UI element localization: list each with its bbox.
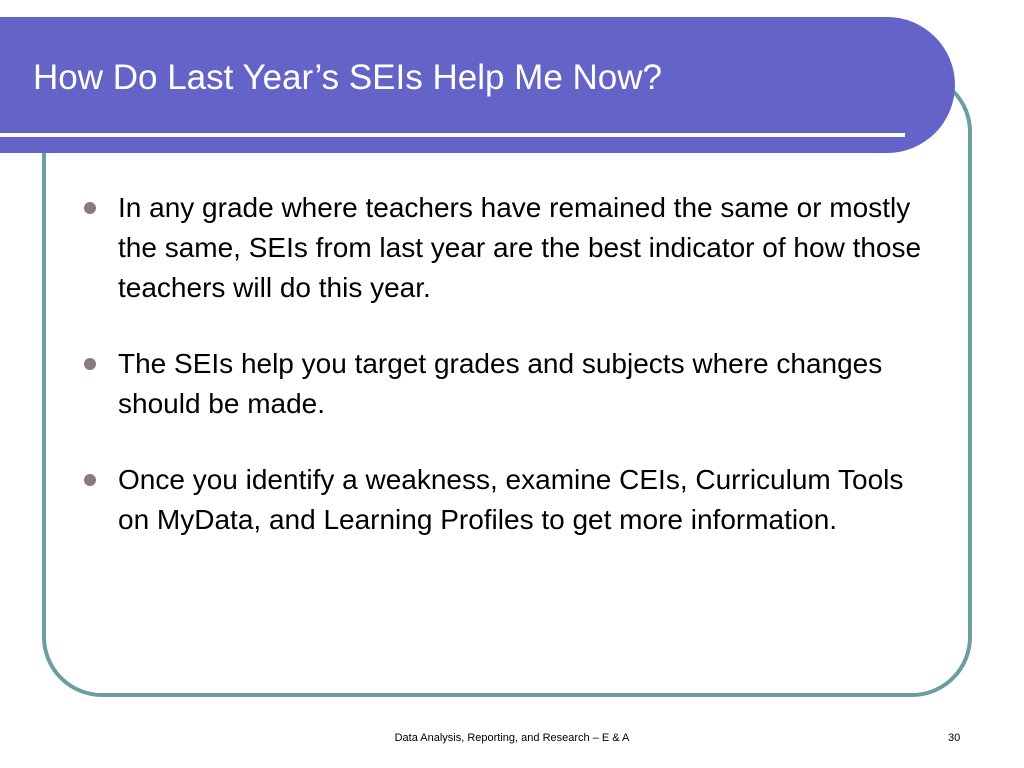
page-number: 30 xyxy=(948,732,961,744)
bullet-dot-icon xyxy=(84,474,96,486)
bullet-text: In any grade where teachers have remained the same or mostly the same, SEIs from last year are the best indicator of how those teachers will do this year. xyxy=(118,192,922,303)
bullet-dot-icon xyxy=(84,202,96,214)
bullet-text: Once you identify a weakness, examine CEIs, Curriculum Tools on MyData, and Learning Profiles to get more information. xyxy=(118,464,904,535)
bullet-item xyxy=(84,460,924,540)
bullet-list xyxy=(84,188,924,576)
bullet-item xyxy=(84,344,924,424)
footer-text: Data Analysis, Reporting, and Research – E & A xyxy=(394,732,630,744)
bullet-dot-icon xyxy=(84,358,96,370)
bullet-text: The SEIs help you target grades and subjects where changes should be made. xyxy=(118,348,883,419)
title-underline xyxy=(0,133,905,137)
slide-title: How Do Last Year’s SEIs Help Me Now? xyxy=(33,58,663,97)
bullet-item xyxy=(84,188,924,308)
